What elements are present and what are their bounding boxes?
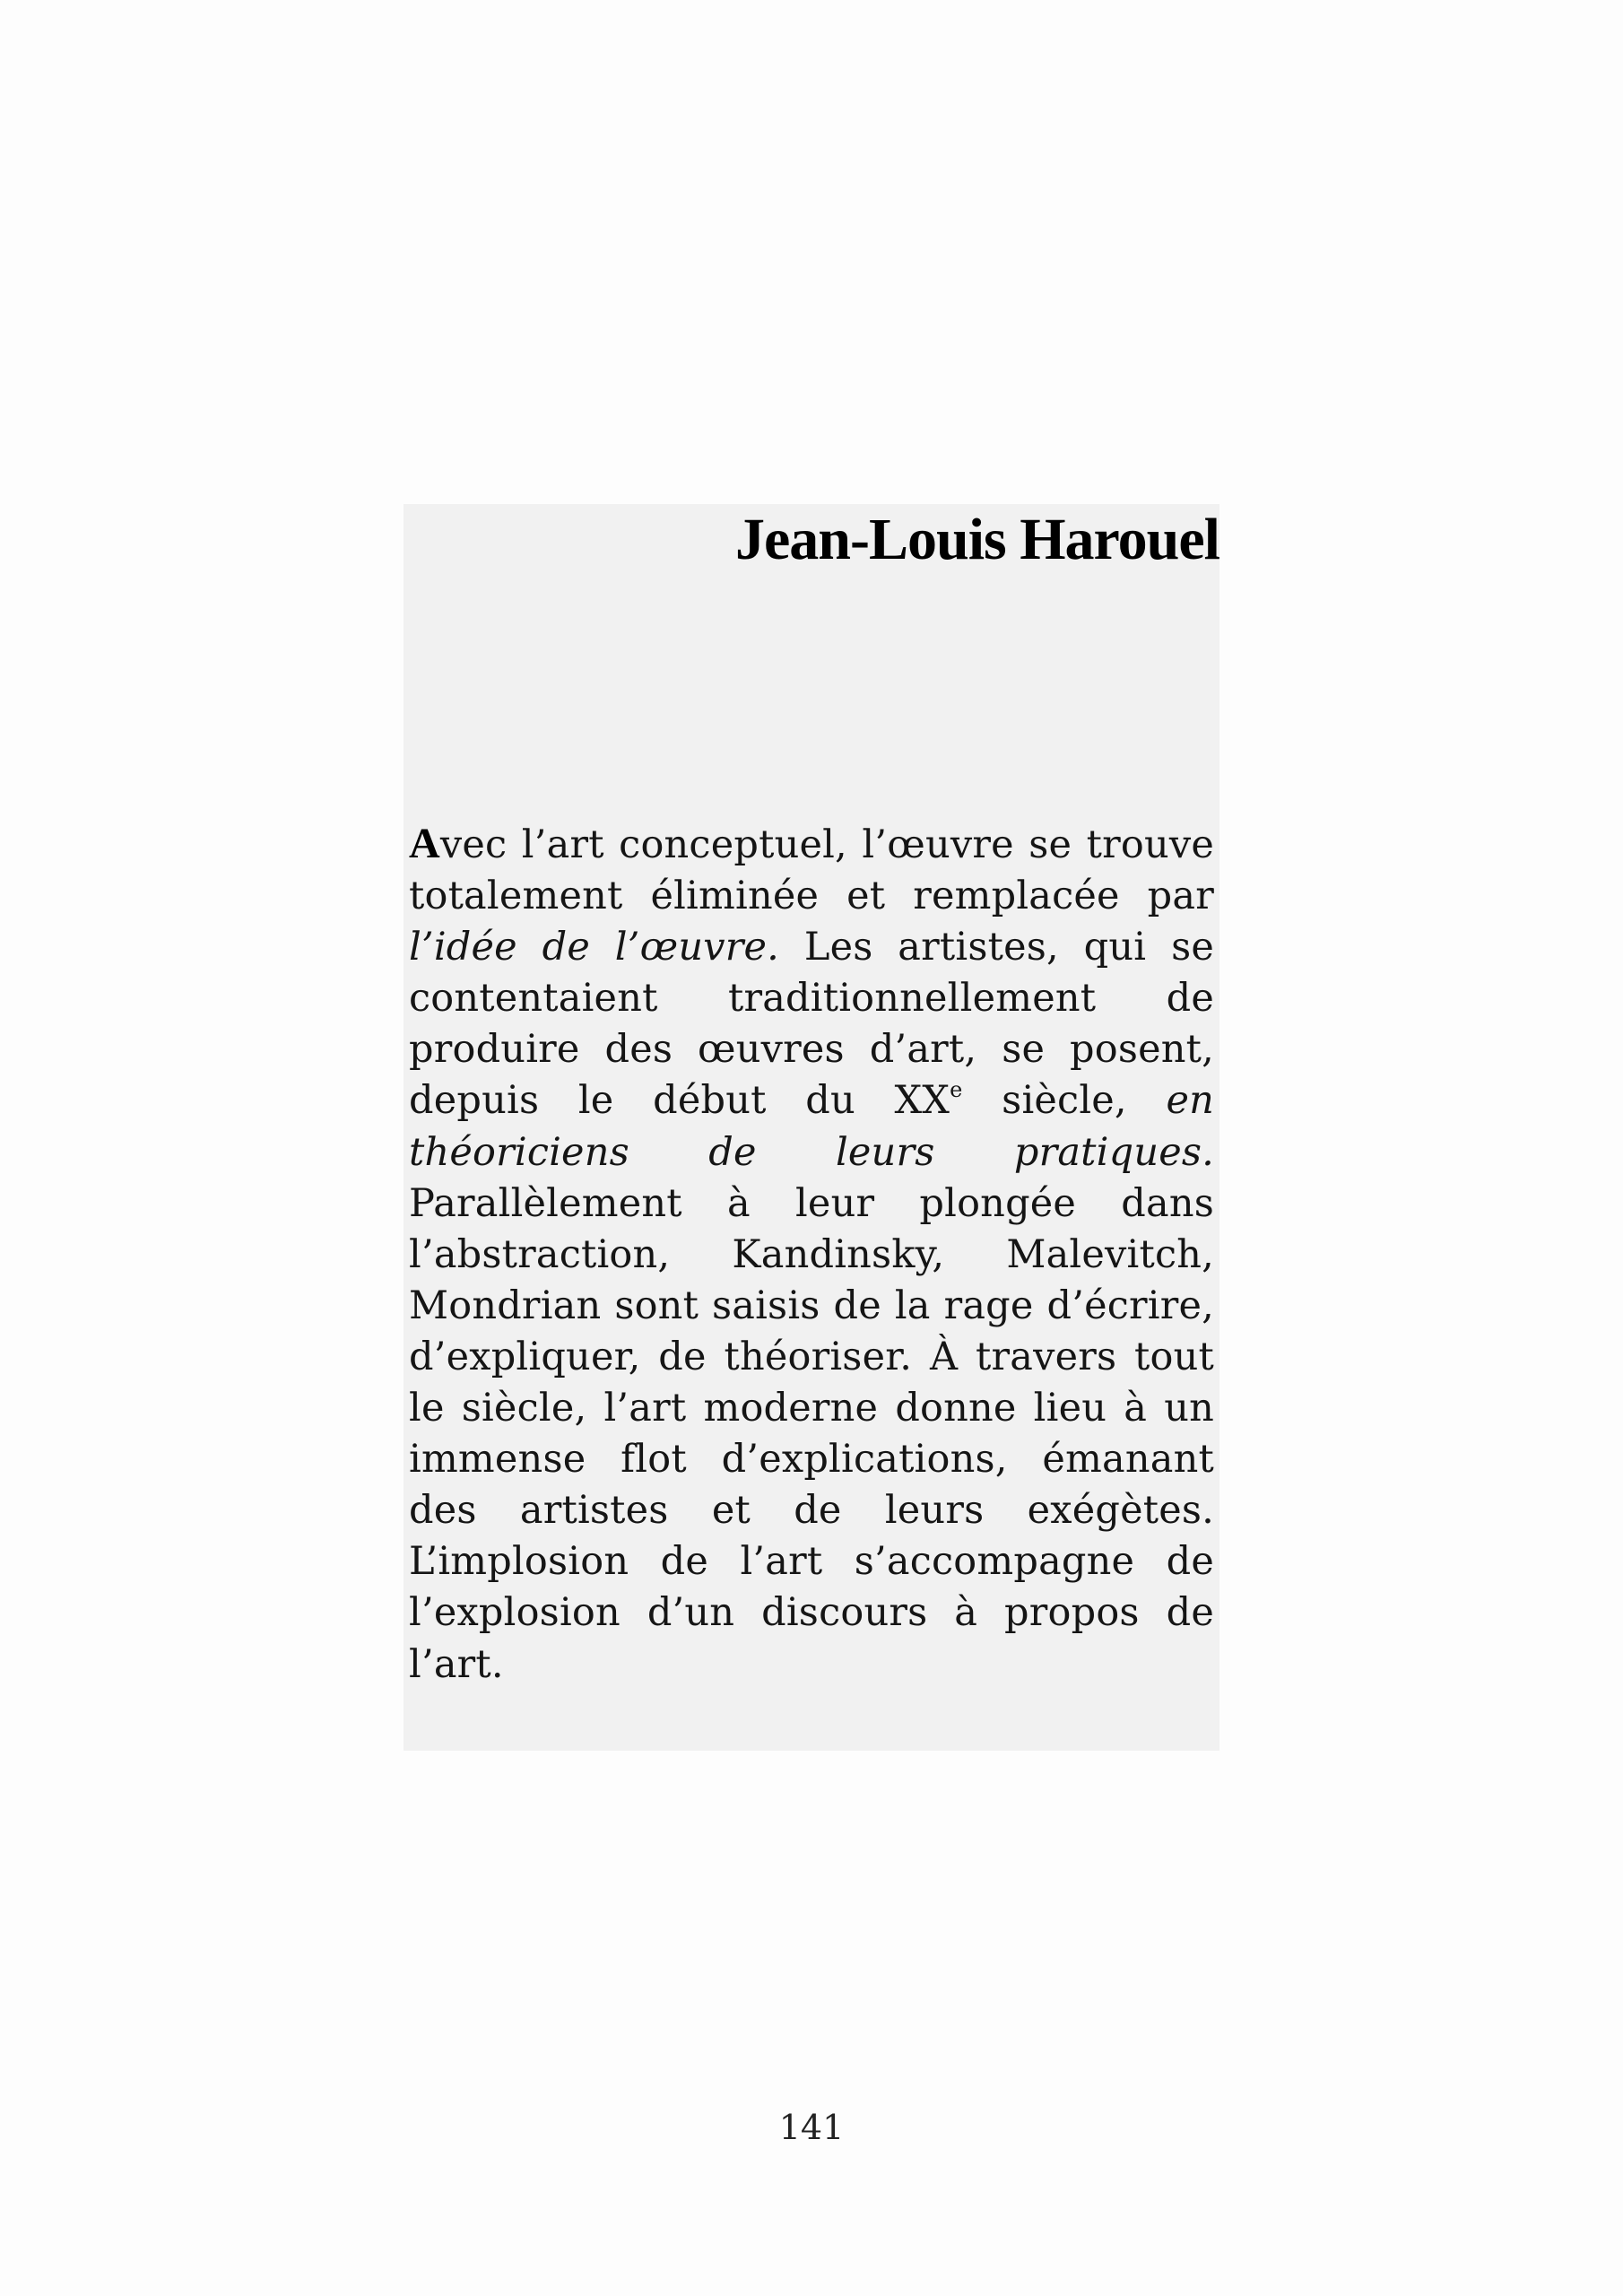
- italic-segment: l’idée de l’œuvre.: [409, 925, 779, 970]
- body-paragraph: [409, 818, 1214, 1691]
- text-block: [404, 504, 1219, 1751]
- text-segment: siècle,: [962, 1078, 1167, 1124]
- page-number: 141: [778, 2108, 845, 2147]
- superscript: e: [950, 1077, 963, 1103]
- drop-letter: A: [409, 820, 440, 867]
- author-heading: Jean-Louis Harouel: [734, 507, 1219, 572]
- text-segment: vec l’art conceptuel, l’œuvre se trouve totalement éliminée et remplacée par: [409, 822, 1214, 919]
- text-segment: Les artistes, qui se contentaient traditionnellement de produire des œuvres d’art, se posent, depuis le début du XX: [409, 925, 1214, 1124]
- italic-segment: en théoriciens de leurs pratiques.: [409, 1078, 1214, 1175]
- text-segment: Parallèlement à leur plongée dans l’abstraction, Kandinsky, Malevitch, Mondrian sont saisis de la rage d’écrire, d’expliquer, de théoriser. À travers tout le siècle, l’art moderne donne lieu à un immense flot d’explications, émanant des artistes et de leurs exégètes. L’implosion de l’art s’accompagne de l’explosion d’un discours à propos de l’art.: [409, 1180, 1214, 1687]
